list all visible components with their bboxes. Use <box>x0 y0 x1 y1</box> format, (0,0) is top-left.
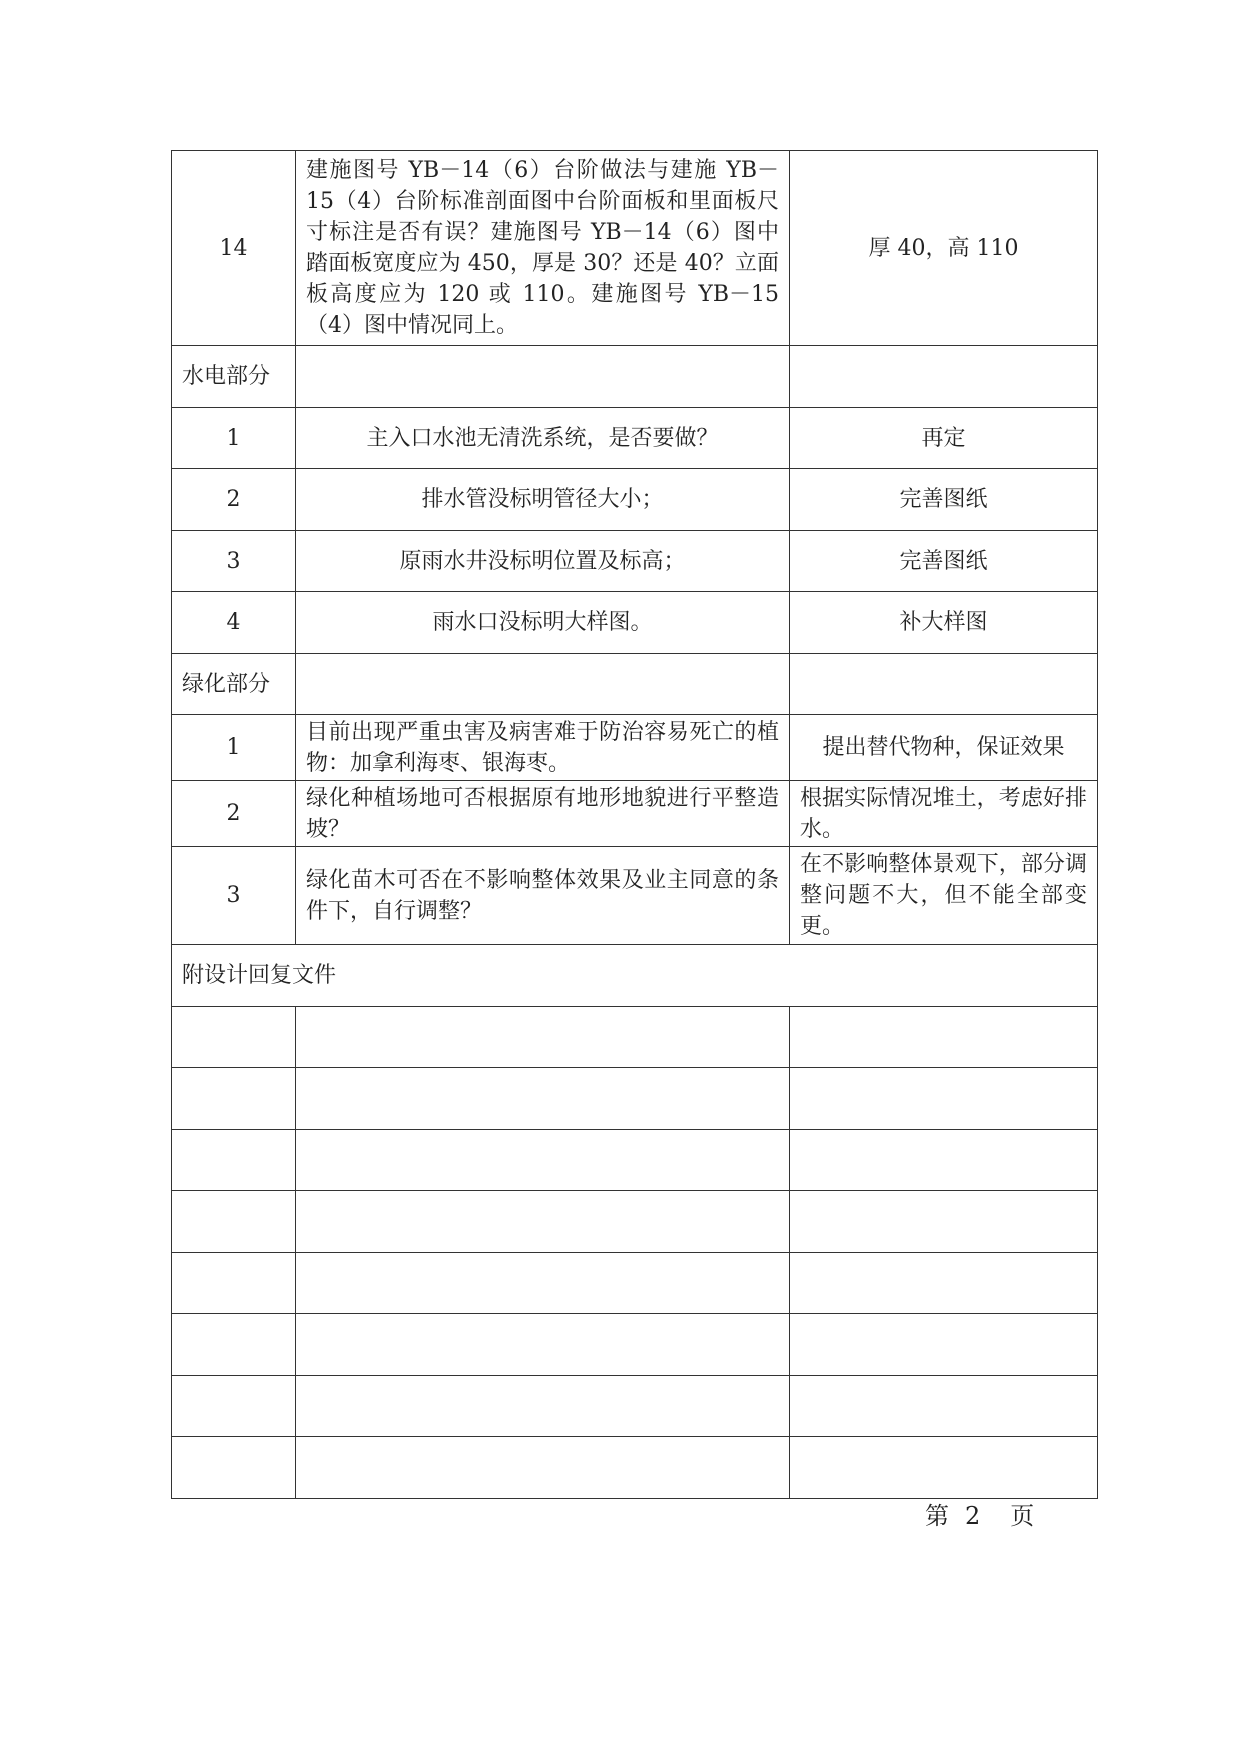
item-answer: 补大样图 <box>790 592 1098 654</box>
empty-cell <box>790 654 1098 715</box>
table-row <box>172 531 1098 592</box>
item-question: 绿化种植场地可否根据原有地形地貌进行平整造坡？ <box>296 781 790 847</box>
item-number: 2 <box>172 469 296 531</box>
blank-row <box>172 1437 1098 1499</box>
empty-cell <box>172 1314 296 1376</box>
section-title-water: 水电部分 <box>172 346 296 408</box>
table-row <box>172 469 1098 531</box>
empty-cell <box>172 1130 296 1191</box>
item-number: 14 <box>172 151 296 346</box>
empty-cell <box>790 1376 1098 1437</box>
blank-row <box>172 1068 1098 1130</box>
empty-cell <box>790 1191 1098 1253</box>
item-number: 3 <box>172 531 296 592</box>
empty-cell <box>296 346 790 408</box>
empty-cell <box>790 1314 1098 1376</box>
blank-row <box>172 1191 1098 1253</box>
blank-row <box>172 1130 1098 1191</box>
page-footer <box>925 1496 1036 1531</box>
empty-cell <box>296 1191 790 1253</box>
item-answer: 提出替代物种，保证效果 <box>790 715 1098 781</box>
item-question: 雨水口没标明大样图。 <box>296 592 790 654</box>
item-answer: 完善图纸 <box>790 469 1098 531</box>
review-table <box>171 150 1098 1499</box>
empty-cell <box>296 1007 790 1068</box>
section-title-green: 绿化部分 <box>172 654 296 715</box>
empty-cell <box>296 654 790 715</box>
item-answer: 厚 40，高 110 <box>790 151 1098 346</box>
page-number: 2 <box>965 1502 983 1530</box>
empty-cell <box>790 1253 1098 1314</box>
empty-cell <box>172 1437 296 1499</box>
empty-cell <box>296 1068 790 1130</box>
item-question: 建施图号 YB－14（6）台阶做法与建施 YB－15（4）台阶标准剖面图中台阶面板和里面板尺寸标注是否有误？建施图号 YB－14（6）图中踏面板宽度应为 450，厚是 30？还是 40？立面板高度应为 120 或 110。建施图号 YB－15（4）图中情况同上。 <box>296 151 790 346</box>
page-prefix: 第 <box>925 1502 951 1530</box>
item-answer: 根据实际情况堆土，考虑好排水。 <box>790 781 1098 847</box>
empty-cell <box>790 1437 1098 1499</box>
attachment-row <box>172 945 1098 1007</box>
empty-cell <box>790 1007 1098 1068</box>
blank-row <box>172 1376 1098 1437</box>
item-question: 排水管没标明管径大小； <box>296 469 790 531</box>
blank-row <box>172 1007 1098 1068</box>
section-row-water <box>172 346 1098 408</box>
item-answer: 再定 <box>790 408 1098 469</box>
item-question: 原雨水井没标明位置及标高； <box>296 531 790 592</box>
blank-row <box>172 1314 1098 1376</box>
table-row <box>172 715 1098 781</box>
table-row <box>172 151 1098 346</box>
empty-cell <box>172 1007 296 1068</box>
empty-cell <box>790 1068 1098 1130</box>
empty-cell <box>790 1130 1098 1191</box>
empty-cell <box>296 1130 790 1191</box>
empty-cell <box>296 1314 790 1376</box>
item-question: 目前出现严重虫害及病害难于防治容易死亡的植物：加拿利海枣、银海枣。 <box>296 715 790 781</box>
empty-cell <box>172 1068 296 1130</box>
item-number: 1 <box>172 408 296 469</box>
section-row-green <box>172 654 1098 715</box>
empty-cell <box>172 1253 296 1314</box>
table-row <box>172 592 1098 654</box>
item-answer: 在不影响整体景观下，部分调整问题不大，但不能全部变更。 <box>790 847 1098 945</box>
item-number: 4 <box>172 592 296 654</box>
item-number: 2 <box>172 781 296 847</box>
item-question: 主入口水池无清洗系统，是否要做？ <box>296 408 790 469</box>
item-question: 绿化苗木可否在不影响整体效果及业主同意的条件下，自行调整？ <box>296 847 790 945</box>
item-answer: 完善图纸 <box>790 531 1098 592</box>
empty-cell <box>296 1437 790 1499</box>
attachment-title: 附设计回复文件 <box>172 945 1098 1007</box>
empty-cell <box>296 1253 790 1314</box>
table-row <box>172 847 1098 945</box>
page-suffix: 页 <box>1010 1502 1037 1530</box>
table-row <box>172 781 1098 847</box>
empty-cell <box>296 1376 790 1437</box>
item-number: 3 <box>172 847 296 945</box>
empty-cell <box>172 1376 296 1437</box>
empty-cell <box>172 1191 296 1253</box>
item-number: 1 <box>172 715 296 781</box>
empty-cell <box>790 346 1098 408</box>
blank-row <box>172 1253 1098 1314</box>
table-row <box>172 408 1098 469</box>
